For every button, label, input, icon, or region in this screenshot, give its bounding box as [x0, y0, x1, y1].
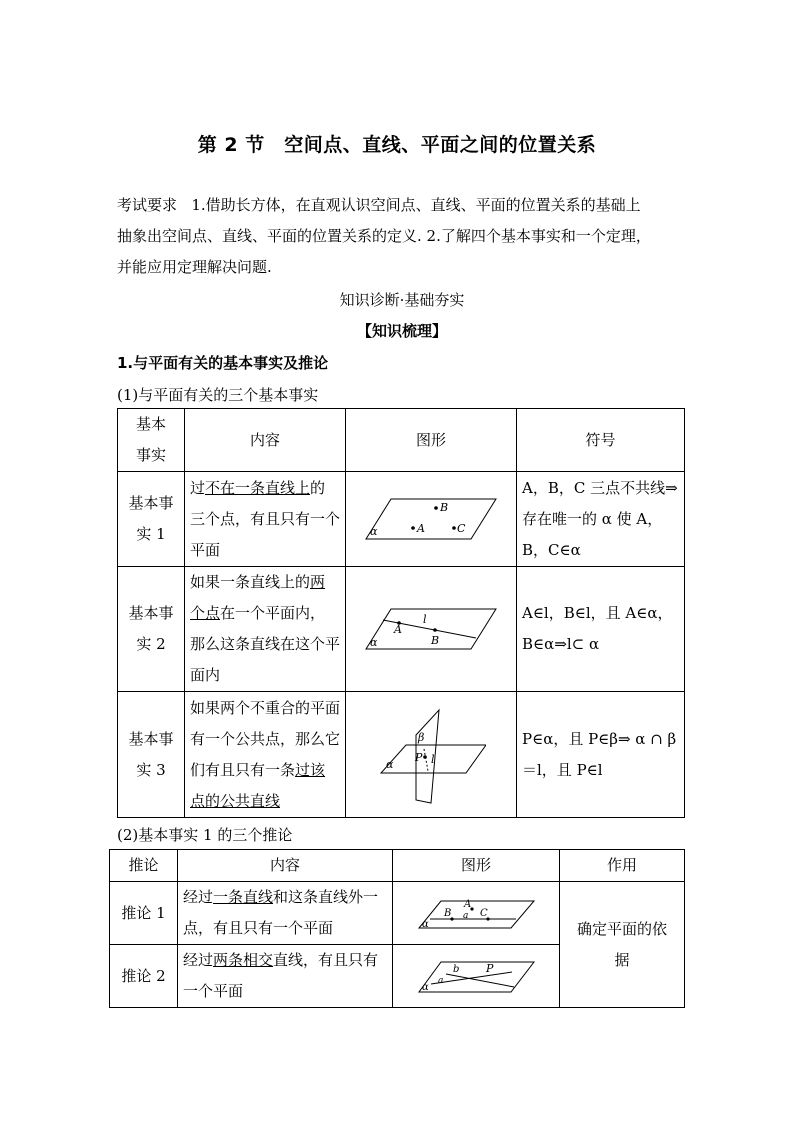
- intersecting-planes-figure: [376, 705, 486, 805]
- fact-2-content: 如果一条直线上的两个点在一个平面内，那么这条直线在这个平面内: [190, 573, 341, 684]
- table2-header-corollary: 推论: [128, 856, 159, 874]
- svg-text:l: l: [431, 752, 435, 766]
- fact-1-name: 基本事 实 1: [128, 494, 174, 543]
- fact-3-content: 如果两个不重合的平面有一个公共点，那么它们有且只有一条过该点的公共直线: [190, 698, 341, 810]
- exam-line-3: 并能应用定理解决问题.: [117, 258, 272, 276]
- svg-text:A: A: [394, 623, 402, 636]
- svg-text:β: β: [418, 730, 425, 744]
- corollary-2-name: 推论 2: [121, 966, 166, 985]
- corollary-2-content: 经过两条相交直线，有且只有一个平面: [183, 951, 379, 1000]
- exam-line-1: 1.借助长方体，在直观认识空间点、直线、平面的位置关系的基础上: [191, 196, 641, 214]
- table-row: [118, 472, 685, 567]
- corollary-effect: 确定平面的依据: [576, 919, 667, 969]
- svg-text:l: l: [423, 613, 427, 626]
- section-heading: 知识诊断·基础夯实: [339, 291, 465, 309]
- table1-header-fact: 基本 事实: [135, 415, 166, 464]
- svg-text:α: α: [422, 919, 429, 930]
- svg-text:C: C: [480, 908, 488, 919]
- table-row: [118, 692, 685, 818]
- heading-1: 1.与平面有关的基本事实及推论: [117, 354, 329, 372]
- fact-3-symbol: P∈α，且 P∈β⇒ α ∩ β＝l，且 P∈l: [522, 729, 677, 779]
- svg-text:C: C: [457, 522, 466, 535]
- svg-text:B: B: [440, 501, 449, 514]
- svg-text:α: α: [422, 982, 429, 993]
- svg-text:A: A: [464, 899, 472, 910]
- svg-text:a: a: [463, 911, 469, 921]
- svg-text:A: A: [417, 522, 425, 535]
- fact-1-content: 过不在一条直线上的三个点，有且只有一个平面: [190, 478, 341, 559]
- svg-text:α: α: [370, 636, 378, 649]
- plane-three-points-figure: [361, 494, 501, 544]
- svg-text:a: a: [438, 976, 444, 986]
- corollaries-table: [109, 849, 685, 1008]
- svg-text:α: α: [386, 757, 394, 771]
- table-row: [110, 882, 685, 945]
- fact-1-symbol: A，B，C 三点不共线⇒存在唯一的 α 使 A，B，C∈α: [522, 478, 678, 559]
- exam-label: 考试要求: [117, 196, 178, 214]
- exam-line-2: 抽象出空间点、直线、平面的位置关系的定义. 2.了解四个基本事实和一个定理，: [117, 227, 651, 245]
- corollary-1-content: 经过一条直线和这条直线外一点，有且只有一个平面: [183, 888, 379, 937]
- table-row: [118, 567, 685, 692]
- page-title: 第 2 节 空间点、直线、平面之间的位置关系: [197, 134, 597, 156]
- heading-1b: (2)基本事实 1 的三个推论: [117, 826, 293, 844]
- corollary-1-name: 推论 1: [121, 903, 166, 922]
- table2-header-content: 内容: [269, 856, 300, 874]
- fact-2-symbol: A∈l，B∈l，且 A∈α，B∈α⇒l⊂ α: [522, 604, 673, 653]
- table2-header-row: [110, 850, 685, 882]
- plane-line-figure: [361, 604, 501, 654]
- table2-header-effect: 作用: [606, 856, 637, 874]
- svg-text:b: b: [453, 964, 460, 975]
- svg-text:α: α: [370, 525, 378, 538]
- fact-2-name: 基本事 实 2: [128, 604, 174, 653]
- svg-text:P: P: [486, 962, 494, 975]
- svg-text:B: B: [431, 634, 440, 647]
- table1-header-content: 内容: [249, 430, 280, 449]
- svg-text:B: B: [444, 908, 452, 919]
- heading-1a: (1)与平面有关的三个基本事实: [117, 386, 319, 404]
- table2-header-figure: 图形: [460, 856, 491, 874]
- svg-text:P: P: [415, 750, 423, 764]
- table1-header-row: [118, 409, 685, 472]
- subsection-heading: 【知识梳理】: [356, 322, 447, 340]
- line-and-point-figure: [416, 893, 536, 933]
- table1-header-figure: 图形: [415, 430, 446, 449]
- table1-header-symbol: 符号: [585, 430, 616, 449]
- fact-3-name: 基本事 实 3: [128, 729, 174, 779]
- basic-facts-table: [117, 408, 685, 818]
- intersecting-lines-figure: [416, 954, 536, 998]
- exam-requirements: [117, 190, 687, 283]
